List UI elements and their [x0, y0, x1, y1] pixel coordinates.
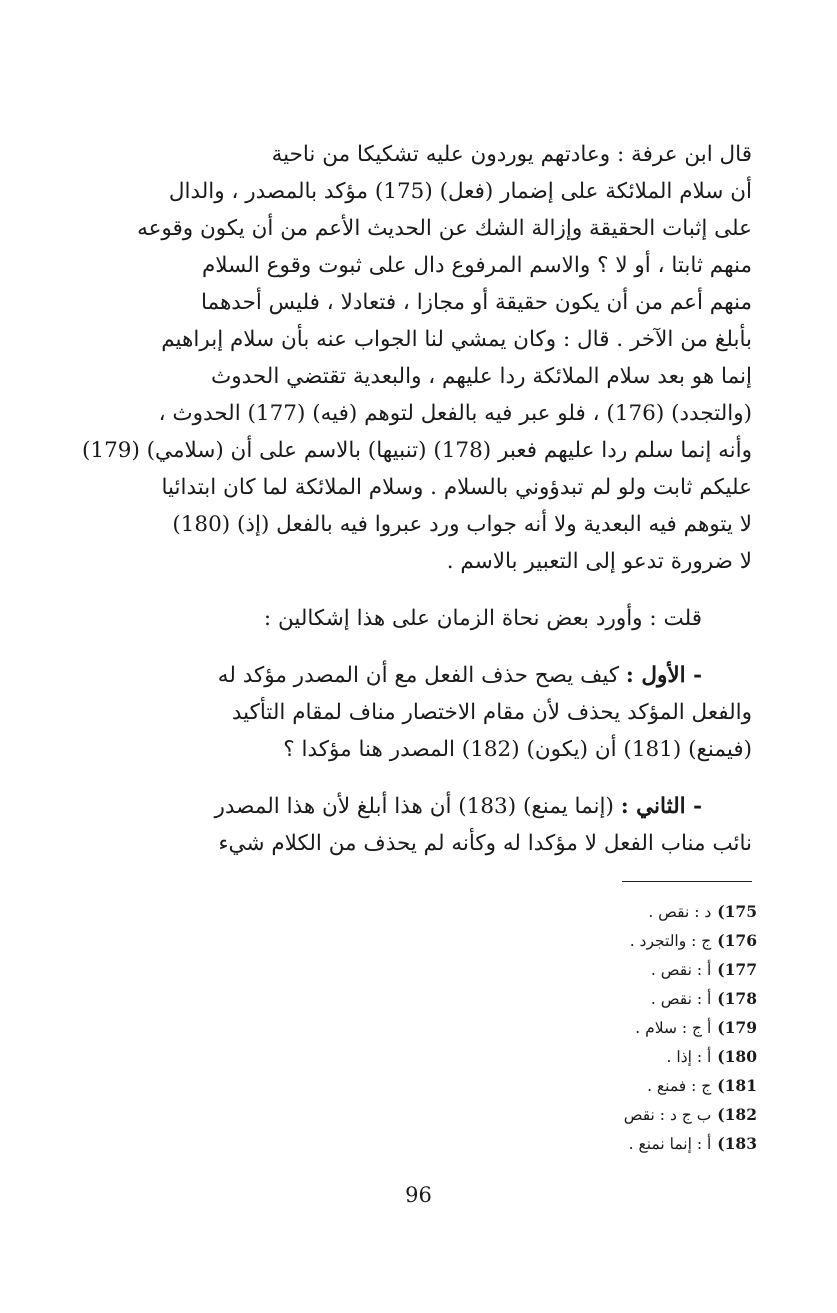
- footnote: 183)أ : إنما نمنع .: [628, 1134, 757, 1153]
- objection-second-text: (إنما يمنع) (183) أن هذا أبلغ لأن هذا المصدر: [214, 794, 621, 819]
- text-line: بأبلغ من الآخر . قال : وكان يمشي لنا الجواب عنه بأن سلام إبراهيم: [161, 327, 752, 352]
- footnote: 180)أ : إذا .: [666, 1047, 757, 1066]
- objection-first-label: - الأول :: [625, 663, 702, 688]
- text-line: وأنه إنما سلم ردا عليهم فعبر (178) (تنبيها) بالاسم على أن (سلامي) (179): [82, 438, 752, 463]
- text-line: منهم أعم من أن يكون حقيقة أو مجازا ، فتعادلا ، فليس أحدهما: [200, 290, 752, 315]
- page-number: 96: [405, 1183, 432, 1207]
- objection-second-line: [70, 788, 752, 825]
- main-text: [70, 136, 752, 862]
- text-line: لا يتوهم فيه البعدية ولا أنه جواب ورد عبروا فيه بالفعل (إذ) (180): [172, 512, 752, 537]
- text-line: نائب مناب الفعل لا مؤكدا له وكأنه لم يحذف من الكلام شيء: [218, 831, 752, 856]
- text-line: (فيمنع) (181) أن (يكون) (182) المصدر هنا مؤكدا ؟: [283, 737, 752, 762]
- footnote-separator: [622, 881, 752, 882]
- text-line: والفعل المؤكد يحذف لأن مقام الاختصار مناف لمقام التأكيد: [231, 700, 752, 725]
- objection-first-line: [70, 657, 752, 694]
- text-line: أن سلام الملائكة على إضمار (فعل) (175) مؤكد بالمصدر ، والدال: [168, 179, 752, 204]
- text-line: عليكم ثابت ولو لم تبدؤوني بالسلام . وسلام الملائكة لما كان ابتدائيا: [161, 475, 752, 500]
- paragraph-intro: قلت : وأورد بعض نحاة الزمان على هذا إشكالين :: [263, 606, 702, 631]
- text-line: على إثبات الحقيقة وإزالة الشك عن الحديث الأعم من أن يكون وقوعه: [137, 216, 752, 241]
- footnote: 178)أ : نقص .: [650, 989, 757, 1008]
- text-line: قال ابن عرفة : وعادتهم يوردون عليه تشكيكا من ناحية: [271, 142, 752, 167]
- footnote: 181)ج : فمنع .: [647, 1076, 757, 1095]
- text-line: إنما هو بعد سلام الملائكة ردا عليهم ، والبعدية تقتضي الحدوث: [211, 364, 752, 389]
- footnote: 177)أ : نقص .: [650, 960, 757, 979]
- objection-first-text: كيف يصح حذف الفعل مع أن المصدر مؤكد له: [217, 663, 626, 688]
- text-line: لا ضرورة تدعو إلى التعبير بالاسم .: [446, 549, 752, 574]
- text-line: منهم ثابتا ، أو لا ؟ والاسم المرفوع دال على ثبوت وقوع السلام: [201, 253, 752, 278]
- footnote: 175)د : نقص .: [648, 902, 757, 921]
- text-line: (والتجدد) (176) ، فلو عبر فيه بالفعل لتوهم (فيه) (177) الحدوث ،: [158, 401, 752, 426]
- footnotes: [427, 897, 757, 1158]
- footnote: 176)ج : والتجرد .: [629, 931, 757, 950]
- objection-second-label: - الثاني :: [620, 794, 702, 819]
- footnote: 179)أ ج : سلام .: [635, 1018, 757, 1037]
- footnote: 182)ب ج د : نقص: [623, 1105, 757, 1124]
